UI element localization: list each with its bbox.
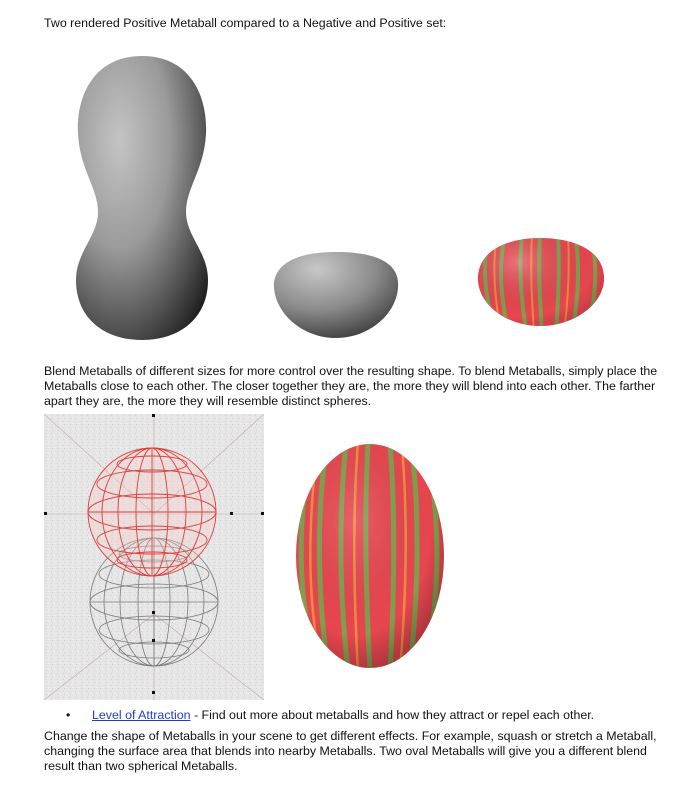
change-paragraph: Change the shape of Metaballs in your scene to get different effects. For example, squash or stretch a Metaball, changing the surface area that blends into nearby Metaballs. Two oval Metaballs will give you a different blend result than two spherical Metaballs. (44, 729, 657, 773)
wireframe-viewport (44, 414, 264, 700)
peanut-shape (76, 56, 208, 340)
blend-paragraph: Blend Metaballs of different sizes for more control over the resulting shape. To blend Metaballs, simply place the Metaballs close to each other. The closer together they are, the more they will blend into each other. The farther apart they are, the more they will resemble distinct spheres. (44, 364, 658, 408)
half-sphere-shape (274, 252, 398, 338)
textured-negative-positive-set (472, 232, 608, 332)
bullet-point: • (66, 708, 71, 722)
blended-positive-metaballs (72, 52, 212, 342)
level-of-attraction-link[interactable]: Level of Attraction (92, 708, 191, 722)
upper-wire-sphere (88, 448, 216, 576)
textured-oval-metaball (292, 440, 448, 672)
negative-positive-set (268, 244, 404, 344)
bullet-description: - Find out more about metaballs and how they attract or repel each other. (190, 708, 595, 722)
bullet-item (66, 708, 594, 723)
intro-text: Two rendered Positive Metaball compared to a Negative and Positive set: (44, 16, 447, 30)
